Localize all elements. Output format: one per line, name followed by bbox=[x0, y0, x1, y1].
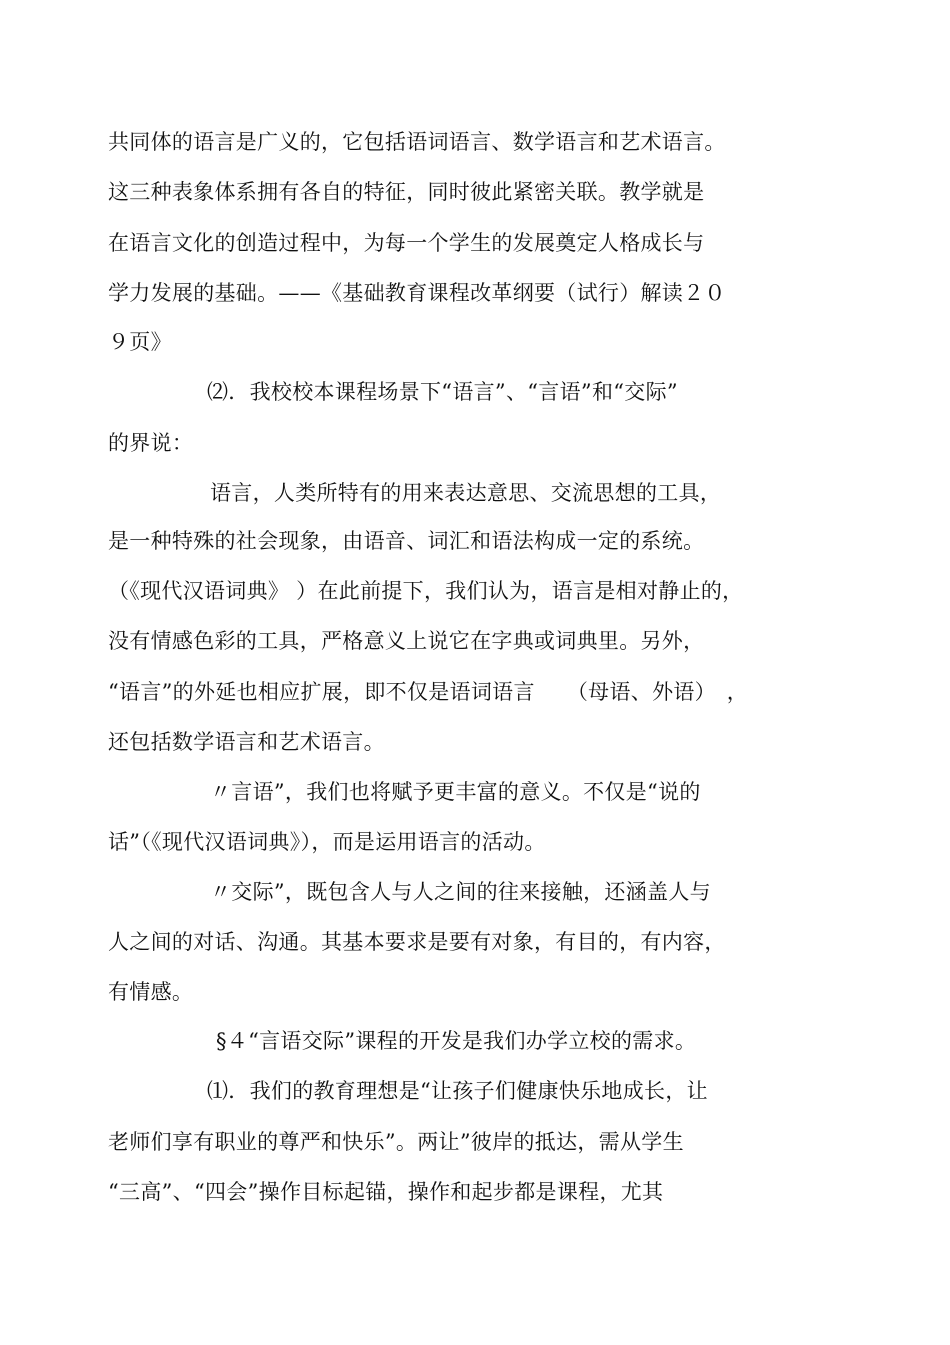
text-line: 是一种特殊的社会现象，由语音、词汇和语法构成一定的系统。 bbox=[108, 529, 705, 553]
text-line: 〃交际”，既包含人与人之间的往来接触，还涵盖人与 bbox=[210, 880, 711, 904]
text-line: ⑵．我校校本课程场景下“语言”、“言语”和“交际” bbox=[207, 380, 678, 404]
text-line: “三高”、“四会”操作目标起锚，操作和起步都是课程，尤其 bbox=[108, 1180, 664, 1204]
text-line: 这三种表象体系拥有各自的特征，同时彼此紧密关联。教学就是 bbox=[108, 180, 705, 204]
text-line: 在语言文化的创造过程中，为每一个学生的发展奠定人格成长与 bbox=[108, 231, 705, 255]
text-line: 还包括数学语言和艺术语言。 bbox=[108, 730, 385, 754]
text-line: 语言，人类所特有的用来表达意思、交流思想的工具， bbox=[210, 481, 722, 505]
text-line: “语言”的外延也相应扩展，即不仅是语词语言 （母语、外语） ， bbox=[108, 680, 749, 704]
text-line: （《现代汉语词典》 ）在此前提下，我们认为，语言是相对静止的， bbox=[108, 579, 744, 603]
text-line: 共同体的语言是广义的，它包括语词语言、数学语言和艺术语言。 bbox=[108, 130, 726, 154]
text-line: 人之间的对话、沟通。其基本要求是要有对象，有目的，有内容， bbox=[108, 930, 726, 954]
text-line: 的界说： bbox=[108, 431, 194, 455]
text-line: 有情感。 bbox=[108, 980, 194, 1004]
text-line: 老师们享有职业的尊严和快乐”。两让”彼岸的抵达，需从学生 bbox=[108, 1130, 684, 1154]
section-heading: §４“言语交际”课程的开发是我们办学立校的需求。 bbox=[216, 1029, 697, 1053]
text-line: ９页》 bbox=[108, 330, 172, 354]
text-line: 话”（《现代汉语词典》），而是运用语言的活动。 bbox=[108, 830, 546, 854]
text-line: ⑴．我们的教育理想是“让孩子们健康快乐地成长，让 bbox=[207, 1079, 708, 1103]
text-line: 没有情感色彩的工具，严格意义上说它在字典或词典里。另外， bbox=[108, 629, 705, 653]
text-line: 学力发展的基础。——《基础教育课程改革纲要（试行）解读２０ bbox=[108, 281, 726, 305]
text-line: 〃言语”，我们也将赋予更丰富的意义。不仅是“说的 bbox=[210, 780, 701, 804]
